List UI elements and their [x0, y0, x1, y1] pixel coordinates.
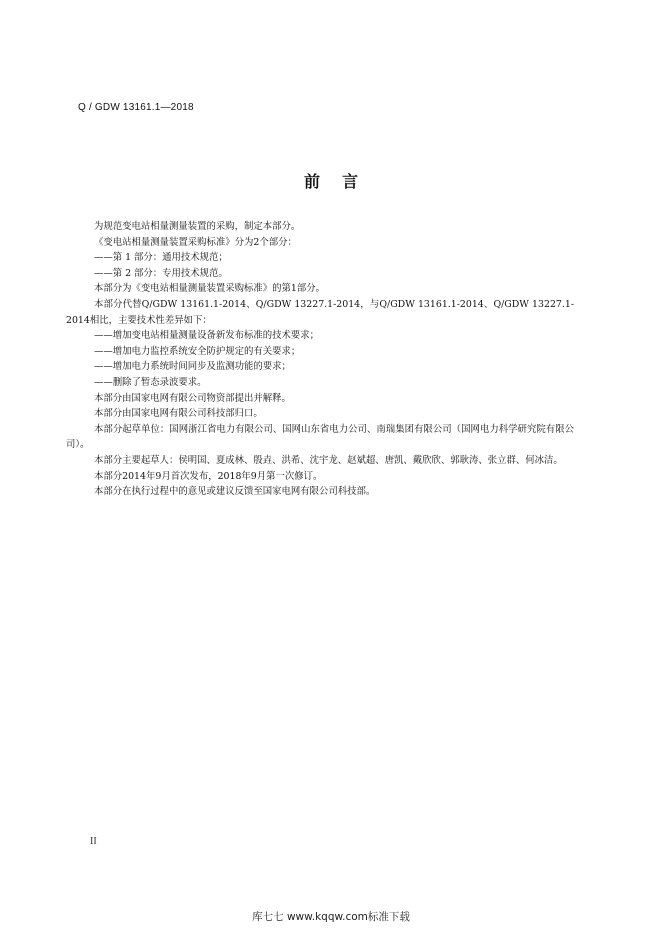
paragraph: 本部分在执行过程中的意见或建议反馈至国家电网有限公司科技部。 [94, 486, 376, 498]
paragraph: 为规范变电站相量测量装置的采购，制定本部分。 [94, 221, 301, 232]
footer-watermark: 库七七 www.kqqw.com标准下载 [252, 911, 410, 923]
list-item: ——增加电力监控系统安全防护规定的有关要求； [94, 345, 301, 357]
paragraph: 本部分2014年9月首次发布，2018年9月第一次修订。 [94, 470, 323, 482]
list-item: ——第 2 部分：专用技术规范。 [94, 267, 228, 279]
paragraph: 本部分代替Q/GDW 13161.1-2014、Q/GDW 13227.1-2014，与Q/GDW 13161.1-2014、Q/GDW 13227.1-2014相比，主要技术性差异如下： [66, 298, 574, 326]
page-number: II [90, 836, 97, 847]
standard-code: Q / GDW 13161.1—2018 [78, 102, 194, 113]
paragraph: 本部分主要起草人：侯明国、夏成林、殷垚、洪希、沈宇龙、赵斌超、唐凯、戴欣欣、郭耿涛、张立群、何冰洁。 [94, 454, 563, 466]
page-title: 前言 [303, 172, 380, 191]
paragraph: 本部分由国家电网有限公司科技部归口。 [94, 408, 263, 420]
list-item: ——删除了暂态录波要求。 [94, 376, 207, 388]
paragraph: 本部分由国家电网有限公司物资部提出并解释。 [94, 392, 291, 404]
paragraph: 《变电站相量测量装置采购标准》分为2个部分： [94, 236, 297, 248]
paragraph: 本部分为《变电站相量测量装置采购标准》的第1部分。 [94, 283, 325, 295]
list-item: ——第 1 部分：通用技术规范； [94, 252, 228, 264]
list-item: ——增加电力系统时间同步及监测功能的要求； [94, 361, 291, 373]
list-item: ——增加变电站相量测量设备新发布标准的技术要求； [94, 330, 320, 342]
paragraph: 本部分起草单位：国网浙江省电力有限公司、国网山东省电力公司、南瑞集团有限公司（国网电力科学研究院有限公司）。 [66, 423, 574, 451]
foreword-body [66, 219, 574, 500]
